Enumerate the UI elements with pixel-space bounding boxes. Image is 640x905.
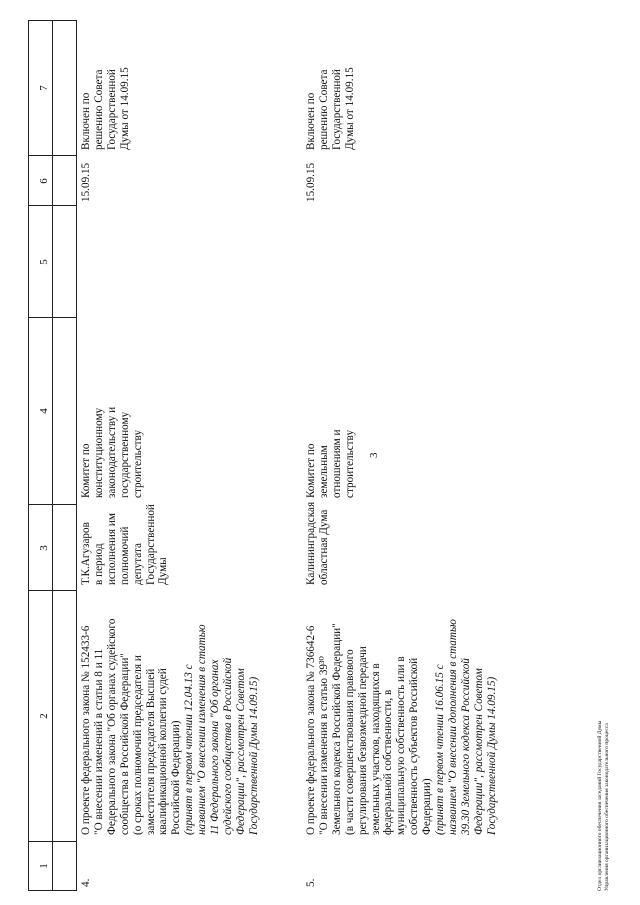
column-rule	[28, 20, 76, 21]
footer-line: Управления организационного обеспечения законодательного процесса	[604, 723, 610, 891]
header-bottom-rule	[76, 20, 77, 891]
column-rule	[28, 155, 76, 156]
column-rule	[28, 841, 76, 842]
council-decision: Включен по решению Совета Государственной Думы от 14.09.15	[305, 67, 356, 150]
column-number-7: 7	[38, 85, 50, 91]
column-rule	[28, 890, 76, 891]
column-number-4: 4	[38, 408, 50, 414]
column-rule	[28, 205, 76, 206]
column-rule	[28, 590, 76, 591]
header-mid-rule	[52, 20, 53, 891]
bill-title: О проекте федерального закона № 152433-6 "О внесении изменений в статьи 8 и 11 Федерального закона "Об органах судейского сообщества в Российской Федерации" (о сроках полномочий председателя и заместителя председателя Высшей квалификационной коллегии судей Российской Федерации) (принят в первом чтении 12.04.13 с названием "О внесении изменения в статью 11 Федерального закона "Об органах судейского сообщества в Российской Федерации", рассмотрен Советом Государственной Думы 14.09.15)	[80, 618, 260, 835]
column-number-2: 2	[38, 713, 50, 719]
column-rule	[28, 504, 76, 505]
row-number: 5.	[305, 878, 317, 887]
column-number-6: 6	[38, 178, 50, 184]
bill-author: Т.К.Агузаров в период исполнения им полномочий депутата Государственной Думы	[80, 504, 170, 585]
column-number-5: 5	[38, 259, 50, 265]
bill-author: Калининградская областная Дума	[305, 501, 330, 585]
column-number-3: 3	[38, 545, 50, 551]
page-number: 3	[368, 452, 380, 458]
consideration-date: 15.09.15	[80, 162, 92, 202]
header-top-rule	[28, 20, 29, 891]
column-rule	[28, 317, 76, 318]
bill-title: О проекте федерального закона № 736642-6 "О внесении изменения в статью 39³⁰ Земельного кодекса Российской Федерации" (в части совершенствования правового регулирования безвозмездной передачи земельных участков, находящихся в федеральной собственности, в муниципальную собственность или в собственность субъектов Российской Федерации) (принят в первом чтении 16.06.15 с названием "О внесении дополнения в статью 39.30 Земельного кодекса Российской Федерации", рассмотрен Советом Государственной Думы 14.09.15)	[305, 619, 498, 835]
row-number: 4.	[80, 878, 92, 887]
column-number-1: 1	[38, 863, 50, 869]
consideration-date: 15.09.15	[305, 162, 317, 202]
department-footer	[597, 651, 611, 891]
responsible-committee: Комитет по земельным отношениям и строительству	[305, 429, 356, 498]
council-decision: Включен по решению Совета Государственной Думы от 14.09.15	[80, 67, 131, 150]
responsible-committee: Комитет по конституционному законодательству и государственному строительству	[80, 406, 144, 498]
footer-line: Отдел организационного обеспечения заседаний Государственной Думы	[597, 720, 603, 891]
